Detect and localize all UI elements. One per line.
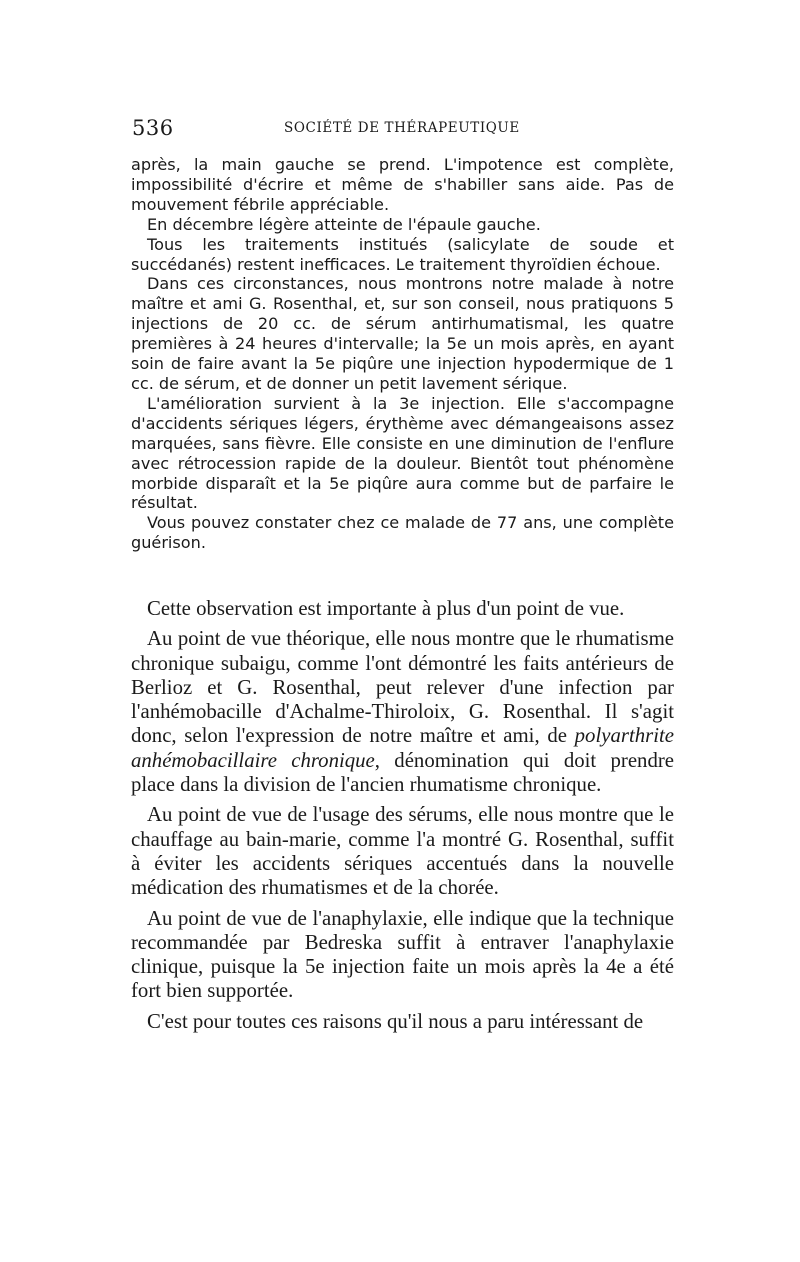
paragraph — [131, 627, 674, 797]
paragraph: Au point de vue de l'usage des sérums, elle nous montre que le chauffage au bain-marie, comme l'a montré G. Rosenthal, suffit à éviter les accidents sériques accentués dans la nouvelle médication des rhumatismes et de la chorée. — [131, 803, 674, 900]
running-head: SOCIÉTÉ DE THÉRAPEUTIQUE — [284, 120, 520, 136]
italic-term: polyarthrite anhémobacillaire chronique — [131, 724, 674, 772]
case-report-text — [131, 155, 674, 553]
paragraph: En décembre légère atteinte de l'épaule gauche. — [147, 214, 541, 234]
paragraph: Cette observation est importante à plus d'un point de vue. — [147, 597, 625, 620]
paragraph-text: , dénomination qui doit prendre place dans la division de l'ancien rhumatisme chronique. — [131, 748, 675, 797]
paragraph: Vous pouvez constater chez ce malade de 77 ans, une complète guérison. — [131, 513, 674, 553]
page-header — [132, 116, 672, 140]
paragraph: Dans ces circonstances, nous montrons notre malade à notre maître et ami G. Rosenthal, et, sur son conseil, nous pratiquons 5 injections de 20 cc. de sérum antirhumatismal, les quatre premières à 24 heures d'intervalle; la 5e un mois après, en ayant soin de faire avant la 5e piqûre une injection hypodermique de 1 cc. de sérum, et de donner un petit lavement sérique. — [131, 274, 674, 393]
paragraph-text: Au point de vue théorique, elle nous montre que le rhumatisme chronique subaigu, comme l'ont démontré les faits antérieurs de Berlioz et G. Rosenthal, peut relever d'une infection par l'anhémobacille d'Achalme-Thiroloix, G. Rosenthal. Il s'agit donc, selon l'expression de notre maître et ami, de — [131, 627, 674, 748]
paragraph: après, la main gauche se prend. L'impotence est complète, impossibilité d'écrire et même de s'habiller sans aide. Pas de mouvement fébrile appréciable. — [131, 155, 674, 214]
discussion-text — [131, 597, 674, 1040]
paragraph: C'est pour toutes ces raisons qu'il nous a paru intéressant de — [147, 1009, 644, 1033]
paragraph: Tous les traitements institués (salicylate de soude et succédanés) restent inefficaces. Le traitement thyroïdien échoue. — [131, 234, 674, 274]
paragraph: L'amélioration survient à la 3e injection. Elle s'accompagne d'accidents sériques légers, érythème avec démangeaisons assez marquées, sans fièvre. Elle consiste en une diminution de l'enflure avec rétrocession rapide de la douleur. Bientôt tout phénomène morbide disparaît et la 5e piqûre aura comme but de parfaire le résultat. — [131, 393, 674, 513]
paragraph: Au point de vue de l'anaphylaxie, elle indique que la technique recommandée par Bedreska suffit à entraver l'anaphylaxie clinique, puisque la 5e injection faite un mois après la 4e a été fort bien supportée. — [131, 906, 674, 1003]
page-number: 536 — [132, 116, 174, 140]
